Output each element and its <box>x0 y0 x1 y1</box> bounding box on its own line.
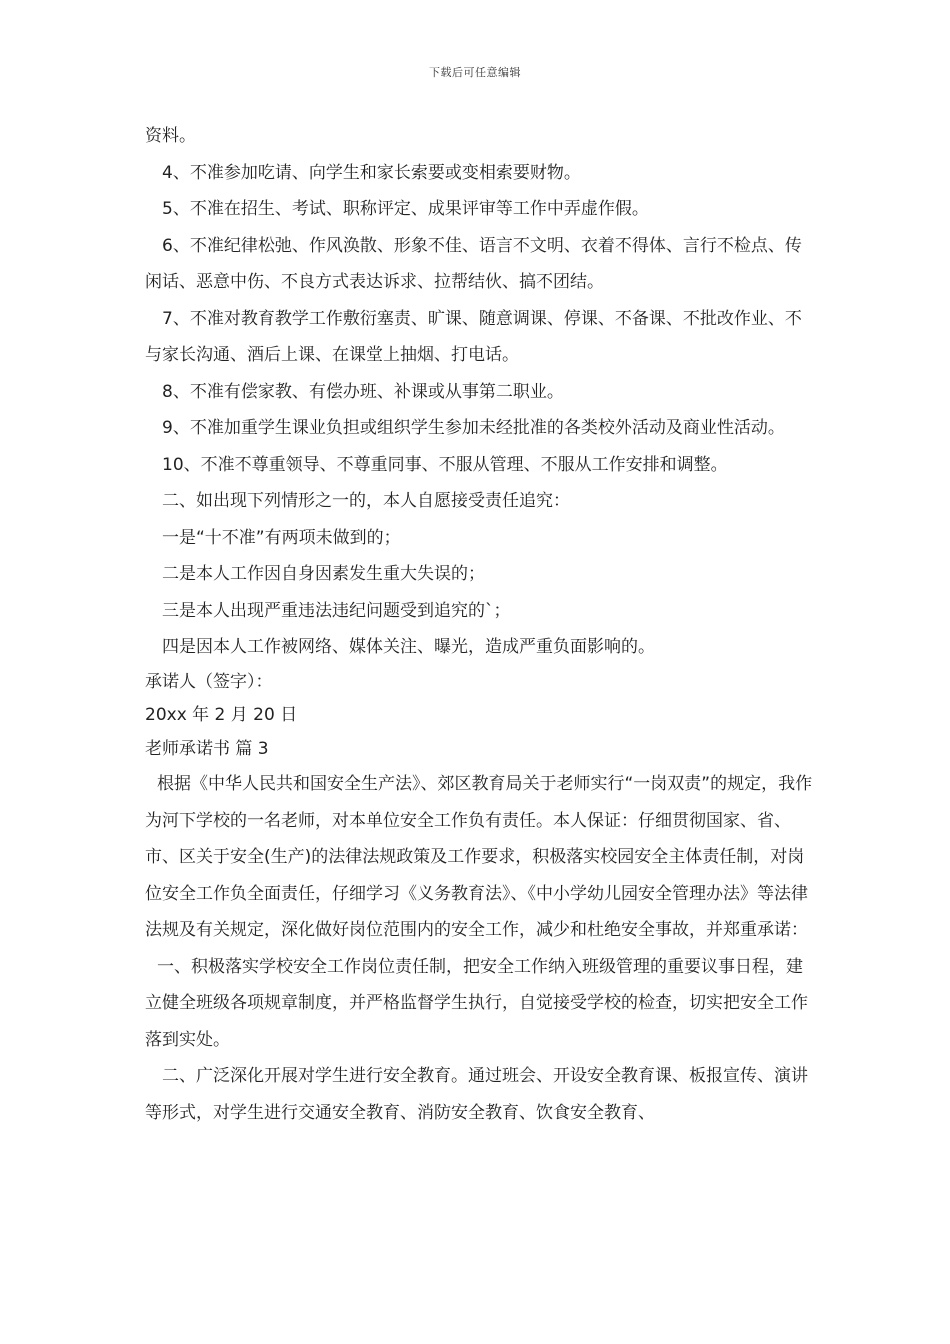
page-header: 下载后可任意编辑 <box>429 66 521 79</box>
paragraph: 9、不准加重学生课业负担或组织学生参加未经批准的各类校外活动及商业性活动。 <box>162 418 785 438</box>
paragraph: 一是“十不准”有两项未做到的； <box>162 527 401 548</box>
signature-line: 承诺人（签字）： <box>145 671 273 692</box>
paragraph: 4、不准参加吃请、向学生和家长索要或变相索要财物。 <box>162 162 581 183</box>
paragraph: 资料。 <box>145 126 196 146</box>
document-body <box>145 118 815 1131</box>
paragraph: 根据《中华人民共和国安全生产法》、郊区教育局关于老师实行“一岗双责”的规定，我作为河下学校的一名老师，对本单位安全工作负有责任。本人保证：仔细贯彻国家、省、市、区关于安全(生产)的法律法规政策及工作要求，积极落实校园安全主体责任制，对岗位安全工作负全面责任，仔细学习《义务教育法》、《中小学幼儿园安全管理办法》等法律法规及有关规定，深化做好岗位范围内的安全工作，减少和杜绝安全事故，并郑重承诺： <box>145 774 813 940</box>
paragraph: 三是本人出现严重违法违纪问题受到追究的`； <box>162 600 511 621</box>
section-title: 老师承诺书 篇 3 <box>145 738 269 759</box>
paragraph: 7、不准对教育教学工作敷衍塞责、旷课、随意调课、停课、不备课、不批改作业、不与家长沟通、酒后上课、在课堂上抽烟、打电话。 <box>145 308 802 365</box>
paragraph: 一、积极落实学校安全工作岗位责任制，把安全工作纳入班级管理的重要议事日程，建立健全班级各项规章制度，并严格监督学生执行，自觉接受学校的检查，切实把安全工作落到实处。 <box>145 956 808 1050</box>
paragraph: 8、不准有偿家教、有偿办班、补课或从事第二职业。 <box>162 381 564 402</box>
paragraph: 5、不准在招生、考试、职称评定、成果评审等工作中弄虚作假。 <box>162 199 649 219</box>
paragraph: 四是因本人工作被网络、媒体关注、曝光，造成严重负面影响的。 <box>162 637 655 657</box>
paragraph: 6、不准纪律松弛、作风涣散、形象不佳、语言不文明、衣着不得体、言行不检点、传闲话、恶意中伤、不良方式表达诉求、拉帮结伙、搞不团结。 <box>145 235 802 292</box>
paragraph: 二、广泛深化开展对学生进行安全教育。通过班会、开设安全教育课、板报宣传、演讲等形式，对学生进行交通安全教育、消防安全教育、饮食安全教育、 <box>145 1066 808 1123</box>
paragraph: 二是本人工作因自身因素发生重大失误的； <box>162 564 485 584</box>
date-line: 20xx 年 2 月 20 日 <box>145 705 298 725</box>
paragraph: 二、如出现下列情形之一的，本人自愿接受责任追究： <box>162 491 570 511</box>
paragraph: 10、不准不尊重领导、不尊重同事、不服从管理、不服从工作安排和调整。 <box>162 454 728 475</box>
